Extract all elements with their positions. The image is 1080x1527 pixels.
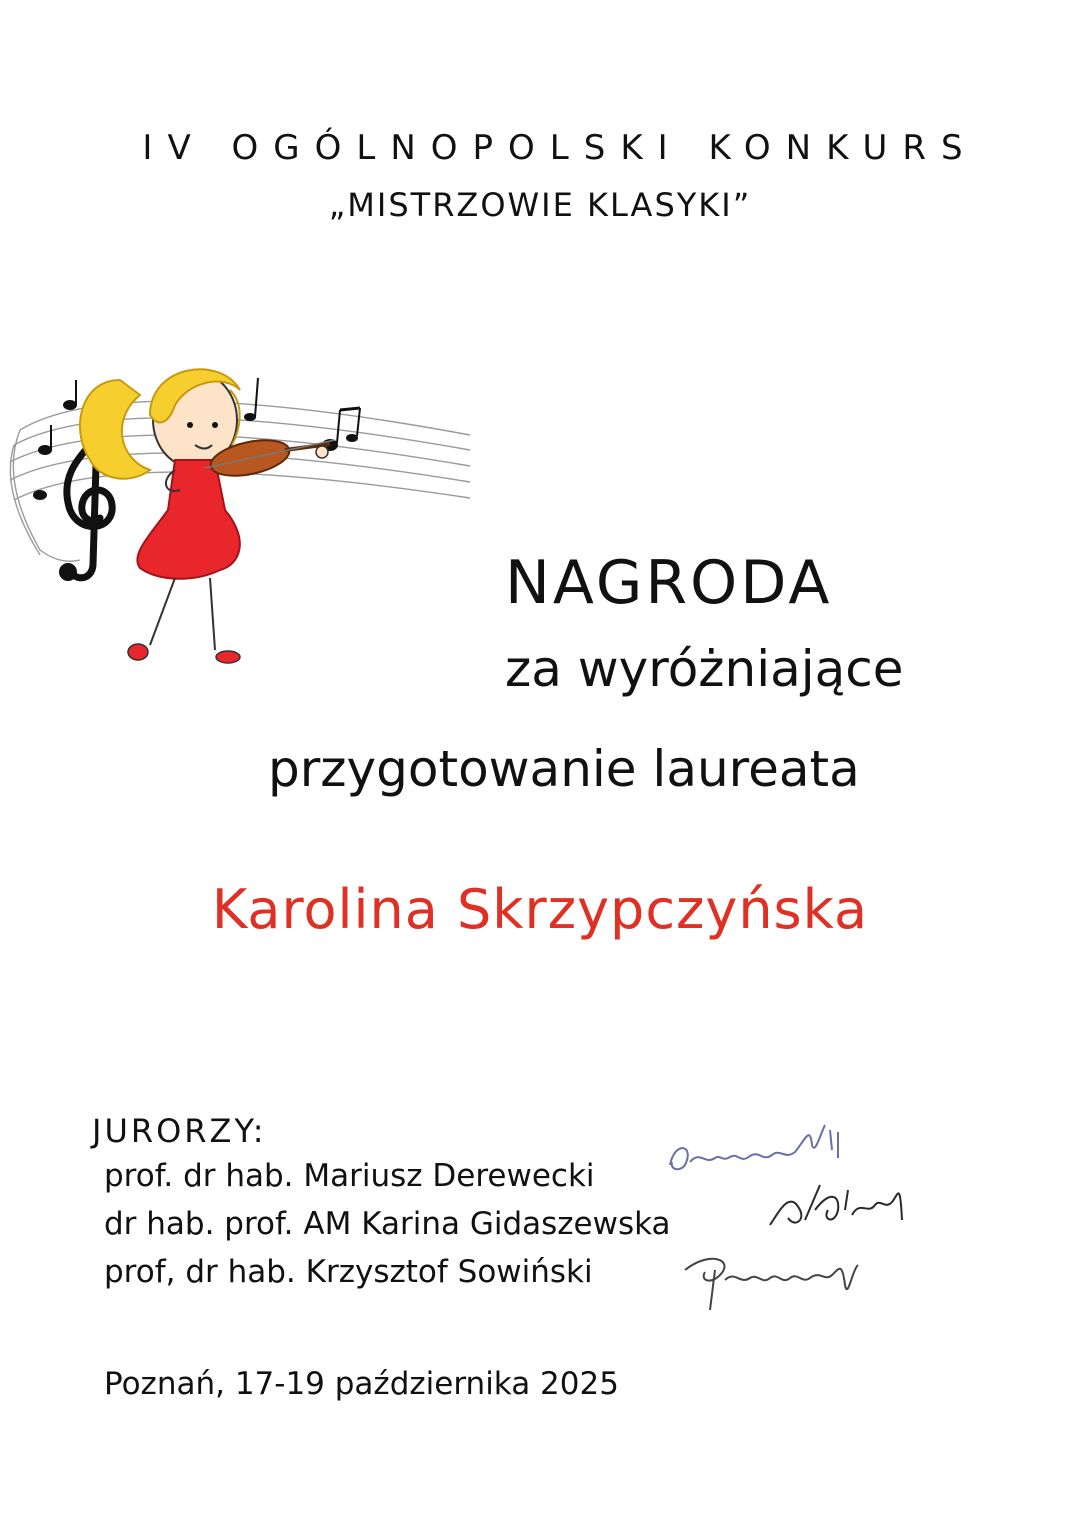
jury-member: prof. dr hab. Mariusz Derewecki (104, 1158, 595, 1194)
signature-sowinski (680, 1240, 870, 1315)
signature-gidaszewska (760, 1170, 920, 1240)
recipient-name: Karolina Skrzypczyńska (211, 878, 869, 941)
award-description-line2: przygotowanie laureata (268, 740, 860, 798)
contest-title: IV OGÓLNOPOLSKI KONKURS (142, 128, 978, 168)
jury-member: prof, dr hab. Krzysztof Sowiński (104, 1254, 593, 1290)
award-description-line1: za wyróżniające (505, 640, 904, 698)
violinist-girl-icon (0, 350, 480, 680)
jury-member: dr hab. prof. AM Karina Gidaszewska (104, 1206, 671, 1242)
place-and-date: Poznań, 17-19 października 2025 (104, 1366, 619, 1402)
contest-subtitle: „MISTRZOWIE KLASYKI” (328, 186, 752, 224)
violinist-girl-illustration (0, 350, 480, 680)
jury-heading: JURORZY: (92, 1112, 267, 1150)
award-title: NAGRODA (505, 548, 833, 618)
